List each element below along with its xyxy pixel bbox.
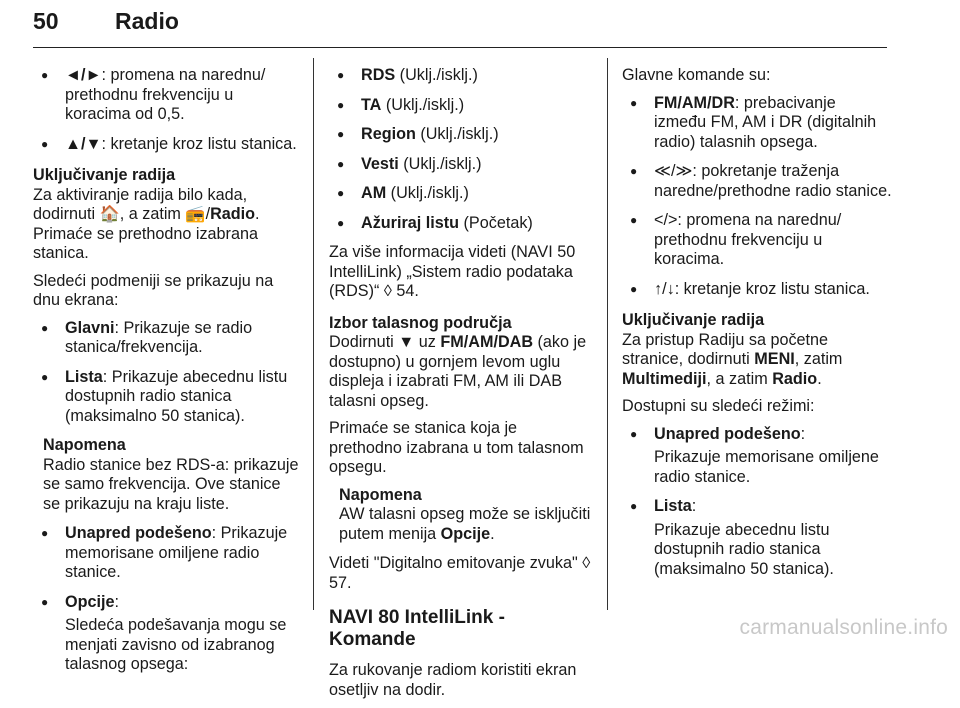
bold-term: Lista [65, 367, 103, 386]
list-item-subtext: Prikazuje abecednu listu dostupnih radio stanica (maksimalno 50 stanica). [654, 520, 834, 578]
header-rule [33, 47, 887, 48]
note-box [329, 486, 591, 545]
section-heading-large: NAVI 80 IntelliLink - Komande [329, 607, 505, 650]
paragraph [33, 186, 301, 264]
text: , zatim [794, 350, 843, 368]
column-right [622, 66, 892, 589]
list-item-text: : [114, 592, 119, 611]
scroll-symbol: ↑/↓ [654, 279, 675, 298]
column-left [33, 66, 301, 685]
list-item-text: (Uklj./isklj.) [386, 184, 469, 202]
seek-symbol: ≪/≫ [654, 162, 693, 180]
bold-term: AM [361, 184, 387, 202]
bold-term: Glavni [65, 318, 115, 337]
column-divider [607, 58, 608, 610]
list-item-text: : promena na narednu/ prethodnu frekvenciju u koracima. [654, 211, 842, 268]
watermark: carmanualsonline.info [739, 616, 948, 639]
note-text [339, 505, 591, 544]
list-item [329, 66, 591, 86]
bold-term: Radio [772, 369, 818, 388]
paragraph: Glavne komande su: [622, 66, 771, 84]
list-item [33, 368, 301, 427]
note-box [33, 436, 301, 514]
list-item [622, 280, 892, 300]
list-item [33, 135, 301, 155]
bold-term: Multimediji [622, 369, 707, 388]
paragraph: Sledeći podmeniji se prikazuju na dnu ekrana: [33, 271, 274, 309]
text: Dodirnuti ▼ uz [329, 333, 441, 351]
list-item [33, 524, 301, 583]
page-title: Radio [115, 8, 179, 34]
list-item [329, 96, 591, 116]
list-item [622, 94, 892, 153]
bold-term: TA [361, 95, 382, 114]
page-number: 50 [33, 8, 59, 34]
bold-term: Unapred podešeno [654, 424, 801, 443]
list-item [622, 162, 892, 201]
bold-term: Unapred podešeno [65, 524, 212, 542]
paragraph [622, 331, 892, 390]
step-symbol: </> [654, 211, 678, 229]
column-divider [313, 58, 314, 610]
list-item-subtext: Prikazuje memorisane omiljene radio stanice. [654, 448, 879, 486]
list-item-text: : pokretanje traženja naredne/prethodne radio stanice. [654, 162, 892, 200]
column-middle [329, 66, 591, 708]
bold-term: Radio [210, 205, 256, 223]
text: / [205, 205, 211, 223]
section-heading: Uključivanje radija [622, 311, 765, 329]
list-item-text: : [800, 424, 806, 443]
bold-term: Region [361, 125, 416, 143]
paragraph: Primaće se stanica koja je prethodno izabrana u tom talasnom opsegu. [329, 419, 584, 476]
list-item-text: : prebacivanje između FM, AM i DR (digitalnih radio) talasnih opsega. [654, 93, 877, 151]
list-item [329, 184, 591, 204]
paragraph: Dostupni su sledeći režimi: [622, 397, 815, 415]
bold-term: FM/AM/DR [654, 93, 735, 112]
text: , a zatim [119, 205, 186, 223]
list-item-text: (Početak) [459, 213, 533, 232]
text: . [255, 205, 260, 223]
list-item-text: (Uklj./isklj.) [395, 66, 478, 84]
list-item-text: : Prikazuje se radio stanica/frekvencija. [65, 318, 253, 356]
bold-term: Vesti [361, 154, 399, 173]
list-item [329, 214, 591, 234]
text: . [490, 524, 495, 543]
list-item-text: (Uklj./isklj.) [381, 95, 465, 114]
list-item [622, 211, 892, 270]
radio-icon: 📻 [185, 205, 206, 223]
paragraph [329, 333, 591, 411]
list-item [329, 155, 591, 175]
text: , a zatim [706, 369, 773, 388]
page-header [33, 2, 887, 48]
list-item [33, 66, 301, 125]
paragraph: Za rukovanje radiom koristiti ekran osetljiv na dodir. [329, 661, 577, 699]
list-item [33, 593, 301, 675]
bold-term: FM/AM/DAB [440, 333, 534, 351]
list-item-text: : kretanje kroz listu stanica. [101, 134, 297, 153]
list-item-text: (Uklj./isklj.) [415, 125, 499, 143]
section-heading: Uključivanje radija [33, 166, 176, 184]
list-item-text: : kretanje kroz listu stanica. [674, 279, 870, 298]
note-title: Napomena [43, 436, 126, 454]
list-item-text: : Prikazuje memorisane omiljene radio stanice. [65, 524, 288, 581]
bold-term: Opcije [65, 592, 115, 611]
bold-term: Opcije [440, 524, 491, 543]
list-item [622, 497, 892, 579]
section-heading: Izbor talasnog područja [329, 313, 512, 332]
note-text: Radio stanice bez RDS-a: prikazuje se samo frekvencija. Ove stanice se prikazuju na kraju liste. [43, 455, 299, 513]
bold-term: Ažuriraj listu [361, 213, 460, 232]
paragraph: Za više informacija videti (NAVI 50 IntelliLink) „Sistem radio podataka (RDS)“ ◊ 54. [329, 243, 576, 300]
list-item-text: : promena na narednu/ prethodnu frekvenciju u koracima od 0,5. [65, 66, 266, 123]
text: Za pristup Radiju sa početne stranice, dodirnuti [622, 330, 829, 368]
note-title: Napomena [339, 485, 422, 504]
text: Primaće se prethodno izabrana stanica. [33, 224, 258, 262]
list-item [622, 425, 892, 488]
list-item-text: : Prikazuje abecednu listu dostupnih radio stanica (maksimalno 50 stanica). [65, 367, 288, 425]
text: (ako je dostupno) u gornjem levom uglu displeja i izabrati FM, AM ili DAB talasni opseg. [329, 333, 587, 410]
arrow-left-right-symbol: ◄/► [65, 66, 102, 84]
text: AW talasni opseg može se isključiti putem menija [339, 505, 591, 543]
bold-term: Lista [654, 497, 692, 515]
list-item [33, 319, 301, 358]
list-item-subtext: Sledeća podešavanja mogu se menjati zavisno od izabranog talasnog opsega: [65, 616, 287, 673]
text: Za aktiviranje radija bilo kada, dodirnuti [33, 185, 248, 223]
list-item-text: : [691, 497, 697, 515]
bold-term: RDS [361, 66, 396, 84]
bold-term: MENI [754, 350, 795, 368]
text: . [817, 369, 822, 388]
home-icon: 🏠 [99, 205, 120, 223]
arrow-up-down-symbol: ▲/▼ [65, 134, 102, 153]
paragraph: Videti "Digitalno emitovanje zvuka" ◊ 57. [329, 554, 591, 592]
list-item [329, 125, 591, 145]
list-item-text: (Uklj./isklj.) [398, 154, 482, 173]
